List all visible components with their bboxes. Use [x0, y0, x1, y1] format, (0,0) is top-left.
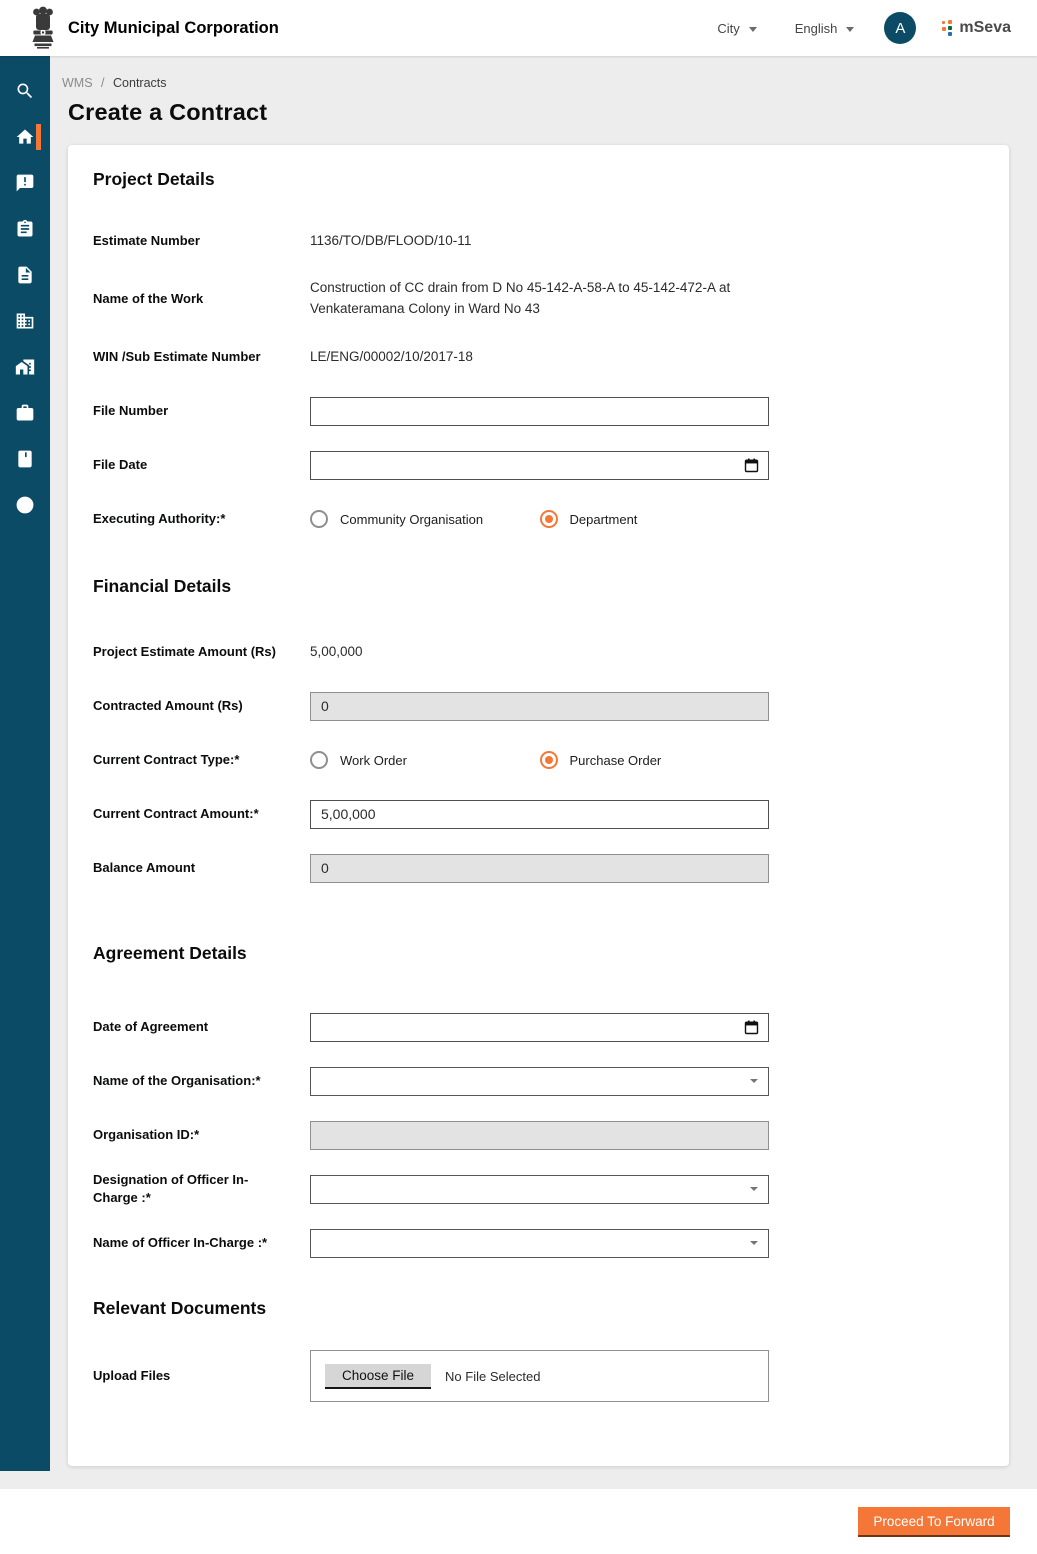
balance-amount-input: [310, 854, 769, 883]
field-row-contract-type: [93, 733, 984, 787]
radio-circle-icon: [540, 751, 558, 769]
search-icon: [15, 81, 35, 101]
contract-amount-label: Current Contract Amount:*: [93, 806, 259, 822]
feedback-icon: [15, 173, 35, 193]
estimate-number-label: Estimate Number: [93, 233, 200, 249]
proceed-to-forward-button[interactable]: Proceed To Forward: [858, 1507, 1010, 1537]
radio-label: Purchase Order: [569, 752, 662, 768]
contract-type-label: Current Contract Type:*: [93, 752, 240, 768]
mseva-dots-icon: [942, 20, 955, 37]
user-avatar[interactable]: [884, 12, 916, 44]
city-selector[interactable]: [717, 21, 756, 36]
section-heading-project: Project Details: [93, 169, 215, 189]
radio-label: Community Organisation: [340, 511, 484, 527]
radio-circle-icon: [540, 510, 558, 528]
organisation-id-label: Organisation ID:*: [93, 1127, 200, 1143]
field-row-estimate-number: [93, 214, 984, 268]
file-number-label: File Number: [93, 403, 169, 419]
field-row-contracted-amount: [93, 679, 984, 733]
sidebar-item-home-work[interactable]: [0, 344, 50, 390]
left-sidebar: [0, 56, 50, 1471]
file-number-input[interactable]: [310, 397, 769, 426]
language-selector-label: English: [794, 20, 838, 36]
agreement-date-text[interactable]: [311, 1014, 744, 1041]
field-row-organisation-name: [93, 1054, 984, 1108]
radio-circle-icon: [310, 751, 328, 769]
mseva-logo: [942, 19, 1011, 37]
officer-name-select[interactable]: [310, 1229, 769, 1258]
active-indicator: [36, 124, 41, 150]
balance-amount-label: Balance Amount: [93, 860, 196, 876]
contract-type-radio-group: [310, 751, 769, 769]
radio-label: Work Order: [340, 752, 407, 768]
chevron-down-icon: [750, 1187, 758, 1191]
chevron-down-icon: [750, 1241, 758, 1245]
win-number-value: LE/ENG/00002/10/2017-18: [310, 348, 473, 364]
calendar-icon[interactable]: [744, 1020, 759, 1035]
language-selector[interactable]: [795, 21, 855, 36]
field-row-officer-designation: [93, 1162, 984, 1216]
executing-authority-radio-group: [310, 510, 769, 528]
sidebar-item-help[interactable]: [0, 482, 50, 528]
field-row-executing-authority: [93, 492, 984, 546]
work-name-label: Name of the Work: [93, 291, 204, 307]
breadcrumb-wms[interactable]: WMS: [62, 76, 93, 90]
choose-file-button[interactable]: Choose File: [325, 1364, 431, 1389]
book-icon: [15, 449, 35, 469]
home-icon: [15, 127, 35, 147]
home-work-icon: [15, 357, 35, 377]
section-heading-agreement: Agreement Details: [93, 943, 247, 963]
section-heading-financial: Financial Details: [93, 576, 232, 596]
sidebar-item-assignment[interactable]: [0, 206, 50, 252]
officer-name-label: Name of Officer In-Charge :*: [93, 1235, 268, 1251]
breadcrumb-separator: /: [101, 76, 105, 90]
estimate-amount-label: Project Estimate Amount (Rs): [93, 644, 276, 660]
field-row-organisation-id: [93, 1108, 984, 1162]
field-row-win-number: [93, 330, 984, 384]
field-row-officer-name: [93, 1216, 984, 1270]
officer-designation-label: Designation of Officer In-Charge :*: [93, 1172, 249, 1205]
organisation-name-select[interactable]: [310, 1067, 769, 1096]
sidebar-item-business[interactable]: [0, 298, 50, 344]
city-selector-label: City: [717, 20, 740, 36]
main-content: [50, 56, 1037, 1466]
sidebar-item-documents[interactable]: [0, 252, 50, 298]
field-row-upload: [93, 1341, 984, 1411]
chevron-down-icon: [749, 27, 757, 32]
win-number-label: WIN /Sub Estimate Number: [93, 349, 261, 365]
contracted-amount-input: [310, 692, 769, 721]
section-heading-documents: Relevant Documents: [93, 1298, 267, 1318]
officer-designation-select[interactable]: [310, 1175, 769, 1204]
upload-files-label: Upload Files: [93, 1368, 171, 1384]
breadcrumb-contracts: Contracts: [113, 76, 167, 90]
radio-label: Department: [569, 511, 638, 527]
organisation-name-label: Name of the Organisation:*: [93, 1073, 261, 1089]
field-row-file-number: [93, 384, 984, 438]
breadcrumb: [62, 76, 1037, 90]
file-date-input[interactable]: [310, 451, 769, 480]
field-row-balance-amount: [93, 841, 984, 895]
radio-work-order[interactable]: [310, 751, 540, 769]
sidebar-item-work[interactable]: [0, 390, 50, 436]
radio-circle-icon: [310, 510, 328, 528]
radio-purchase-order[interactable]: [540, 751, 770, 769]
field-row-agreement-date: [93, 1000, 984, 1054]
executing-authority-label: Executing Authority:*: [93, 511, 226, 527]
estimate-number-value: 1136/TO/DB/FLOOD/10-11: [310, 232, 472, 248]
field-row-estimate-amount: [93, 625, 984, 679]
chevron-down-icon: [750, 1079, 758, 1083]
org-title: City Municipal Corporation: [68, 18, 279, 37]
work-name-value: Construction of CC drain from D No 45-142-A-58-A to 45-142-472-A at Venkateramana Colony in Ward No 43: [310, 280, 731, 316]
field-row-contract-amount: [93, 787, 984, 841]
file-date-label: File Date: [93, 457, 148, 473]
sidebar-item-home[interactable]: [0, 114, 50, 160]
calendar-icon[interactable]: [744, 458, 759, 473]
footer-action-bar: [0, 1489, 1037, 1554]
top-header: [0, 0, 1037, 56]
sidebar-item-feedback[interactable]: [0, 160, 50, 206]
document-icon: [15, 265, 35, 285]
brand-name: mSeva: [959, 19, 1011, 36]
field-row-file-date: [93, 438, 984, 492]
upload-status-text: No File Selected: [445, 1368, 541, 1384]
upload-dropzone[interactable]: [310, 1350, 769, 1402]
radio-community-organisation[interactable]: [310, 510, 540, 528]
chevron-down-icon: [846, 27, 854, 32]
organisation-id-input: [310, 1121, 769, 1150]
contracted-amount-label: Contracted Amount (Rs): [93, 698, 243, 714]
agreement-date-label: Date of Agreement: [93, 1019, 209, 1035]
radio-department[interactable]: [540, 510, 770, 528]
avatar-initial: A: [895, 19, 906, 37]
agreement-date-input[interactable]: [310, 1013, 769, 1042]
assignment-icon: [15, 219, 35, 239]
form-card: [68, 145, 1009, 1466]
estimate-amount-value: 5,00,000: [310, 643, 363, 659]
file-date-text[interactable]: [311, 452, 744, 479]
sidebar-item-search[interactable]: [0, 68, 50, 114]
help-icon: [15, 495, 35, 515]
contract-amount-input[interactable]: [310, 800, 769, 829]
national-emblem-logo: [30, 6, 56, 50]
page-title: Create a Contract: [68, 99, 268, 125]
field-row-work-name: [93, 268, 984, 330]
sidebar-item-book[interactable]: [0, 436, 50, 482]
briefcase-icon: [15, 403, 35, 423]
building-icon: [15, 311, 35, 331]
